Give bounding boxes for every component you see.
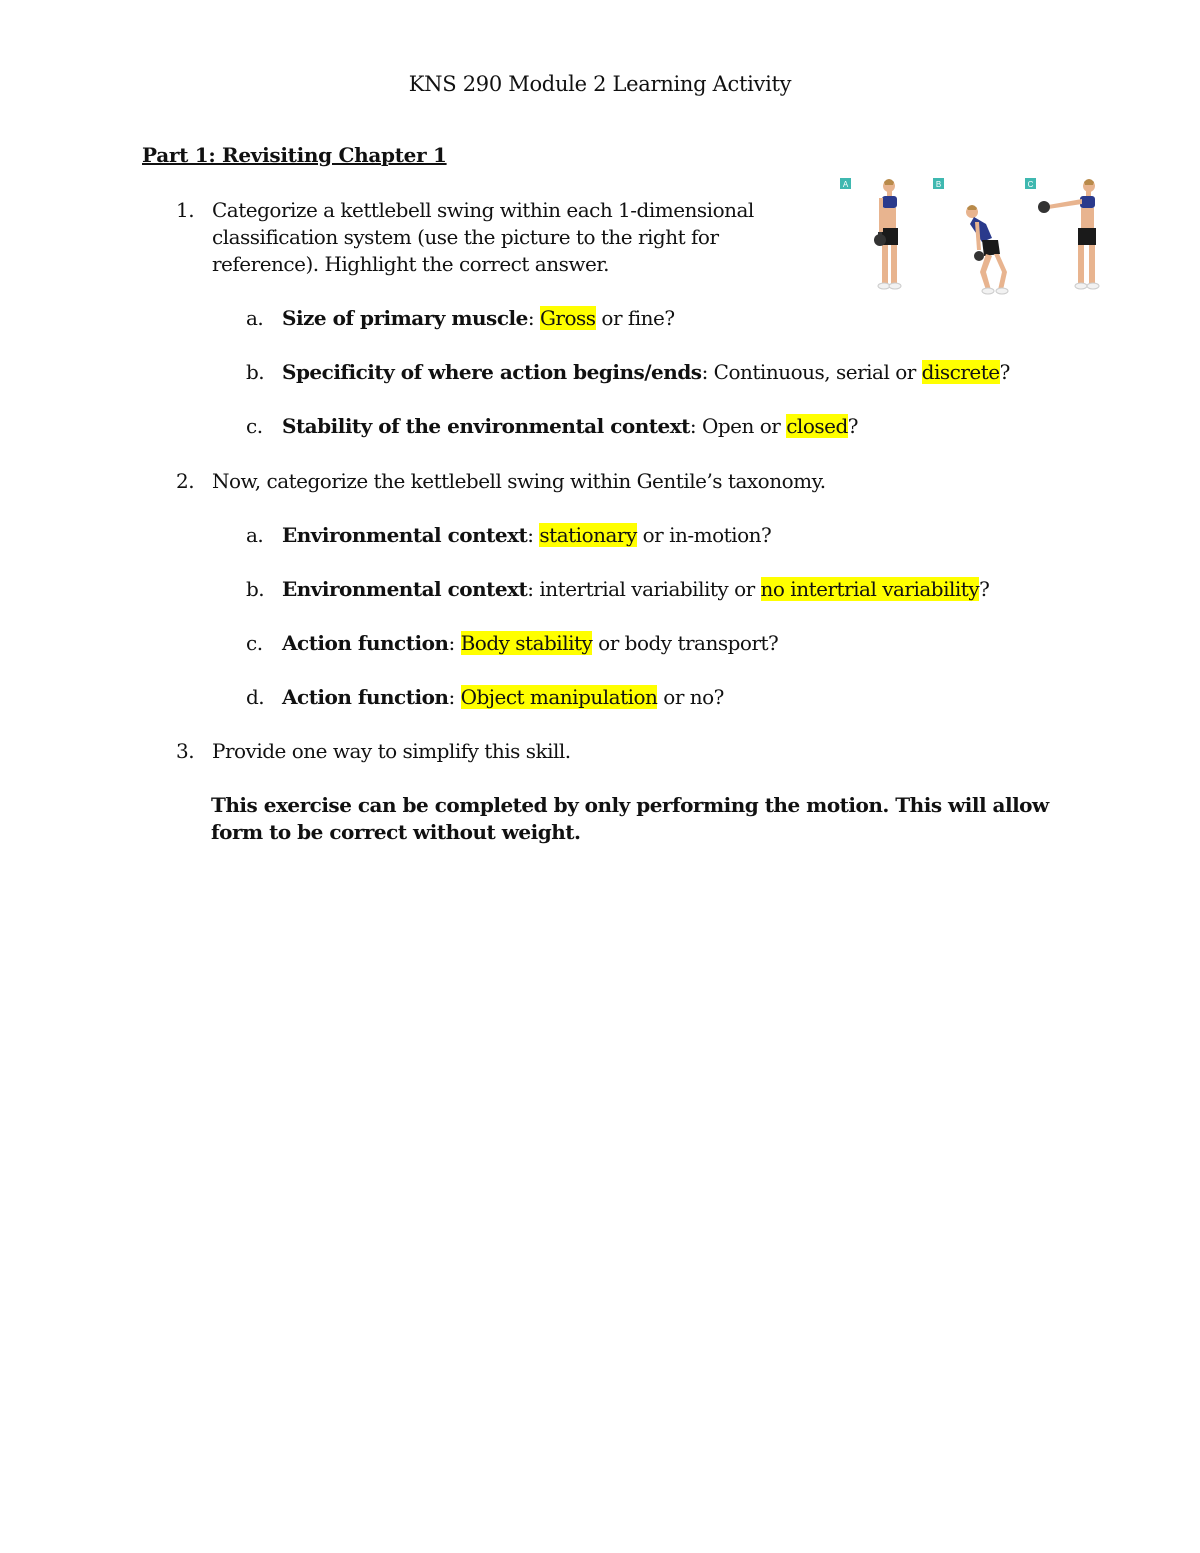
question-2a: a. Environmental context: stationary or in-motion?	[246, 523, 772, 547]
question-3-answer: This exercise can be completed by only performing the motion. This will allow form to be correct without weight.	[211, 793, 1049, 844]
question-text: Now, categorize the kettlebell swing within Gentile’s taxonomy.	[212, 469, 826, 493]
question-1a: a. Size of primary muscle: Gross or fine?	[246, 306, 675, 330]
person-hinge-illustration	[966, 205, 1008, 294]
person-swing-illustration	[1038, 179, 1099, 289]
criterion-label: Specificity of where action begins/ends	[282, 360, 702, 384]
highlighted-answer: stationary	[539, 523, 637, 547]
highlighted-answer: Body stability	[460, 631, 593, 655]
part-heading: Part 1: Revisiting Chapter 1	[142, 143, 447, 167]
panel-label-c: C	[1027, 180, 1034, 189]
question-number: 2.	[176, 469, 195, 493]
question-2b: b. Environmental context: intertrial variability or no intertrial variability?	[246, 577, 990, 601]
question-2d: d. Action function: Object manipulation or no?	[246, 685, 724, 709]
criterion-label: Environmental context	[282, 523, 528, 547]
question-2c: c. Action function: Body stability or body transport?	[246, 631, 779, 655]
panel-label-b: B	[935, 180, 942, 189]
criterion-label: Action function	[282, 631, 449, 655]
highlighted-answer: discrete	[921, 360, 1000, 384]
question-1b: b. Specificity of where action begins/ends: Continuous, serial or discrete?	[246, 360, 1010, 384]
criterion-label: Action function	[282, 685, 449, 709]
question-text: Categorize a kettlebell swing within each 1-dimensional classification system (use the picture to the right for reference). Highlight the correct answer.	[212, 198, 754, 276]
criterion-label: Stability of the environmental context	[282, 414, 690, 438]
highlighted-answer: closed	[786, 414, 848, 438]
kettlebell-swing-figure	[836, 172, 1108, 312]
panel-label-a: A	[842, 180, 849, 189]
highlighted-answer: no intertrial variability	[760, 577, 980, 601]
criterion-label: Environmental context	[282, 577, 528, 601]
question-1c: c. Stability of the environmental context: Open or closed?	[246, 414, 858, 438]
criterion-label: Size of primary muscle	[282, 306, 528, 330]
highlighted-answer: Gross	[539, 306, 596, 330]
person-standing-illustration	[874, 179, 901, 289]
question-number: 1.	[176, 198, 195, 222]
document-title: KNS 290 Module 2 Learning Activity	[408, 72, 792, 96]
highlighted-answer: Object manipulation	[460, 685, 658, 709]
question-text: Provide one way to simplify this skill.	[212, 739, 571, 763]
question-number: 3.	[176, 739, 195, 763]
